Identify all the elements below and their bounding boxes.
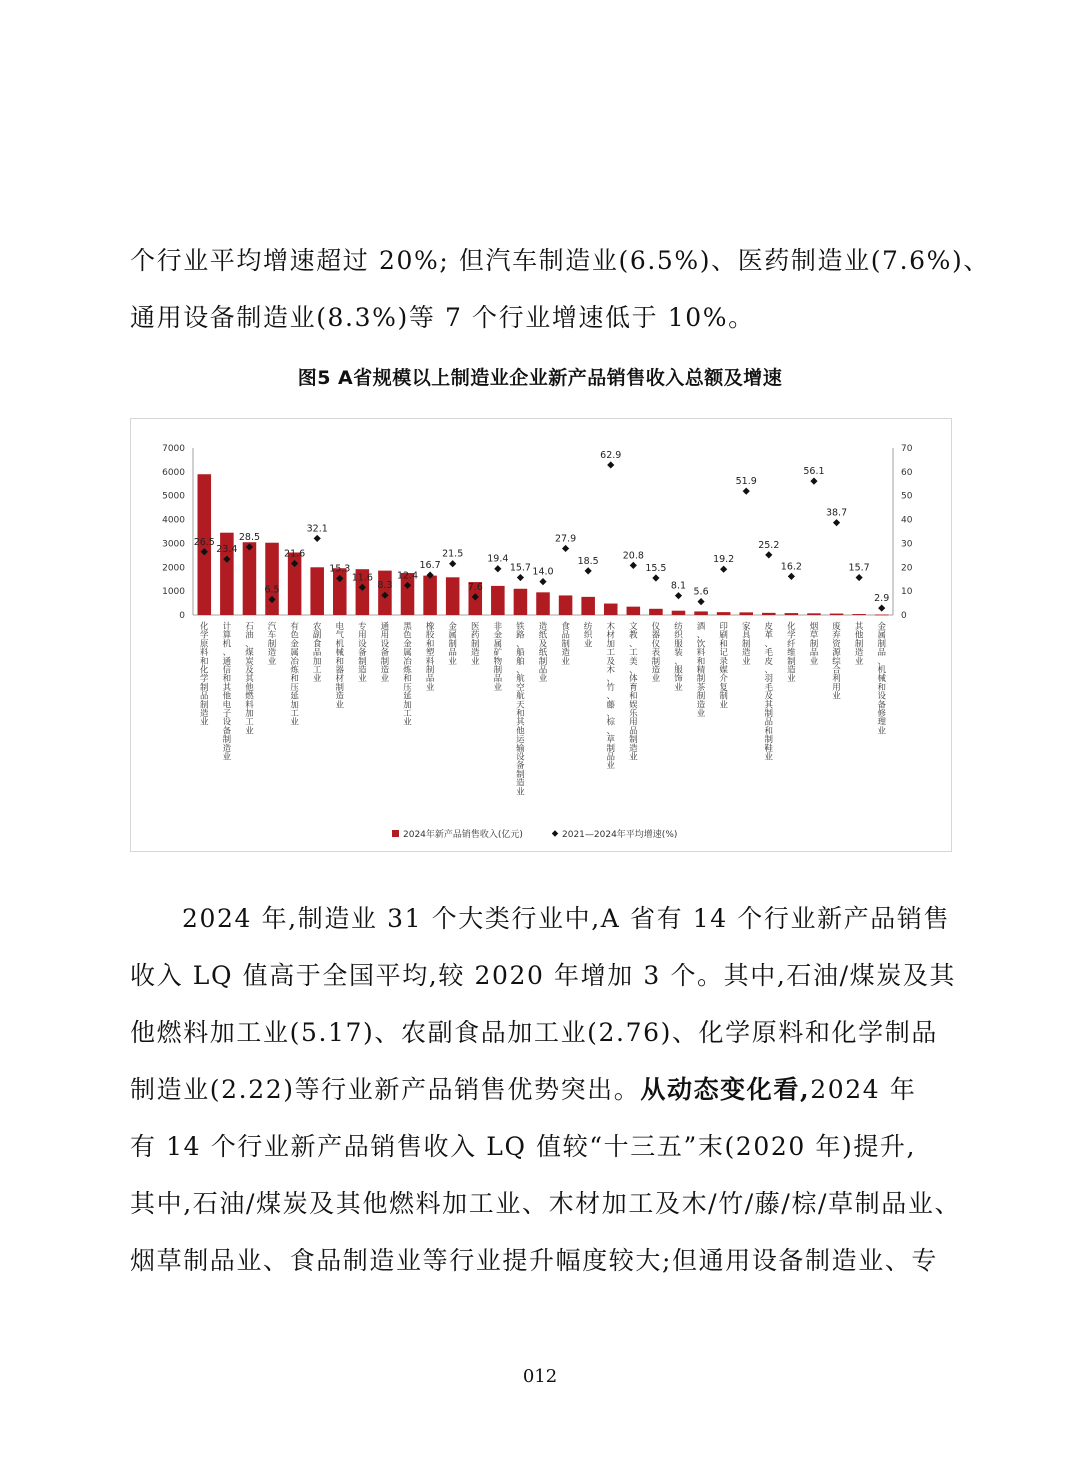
- growth-data-label: 32.1: [306, 523, 328, 535]
- growth-marker: [607, 461, 614, 468]
- paragraph-bottom-line: 他燃料加工业(5.17)、农副食品加工业(2.76)、化学原料和化学制品: [130, 1018, 938, 1047]
- bar: [875, 615, 889, 616]
- growth-marker: [675, 592, 682, 599]
- bar: [514, 589, 528, 615]
- growth-marker: [585, 567, 592, 574]
- x-category-label: 木材加工及木、竹、藤、棕、草制品业: [606, 622, 615, 772]
- x-category-label: 通用设备制造业: [380, 622, 390, 685]
- y-right-tick-label: 50: [901, 491, 913, 502]
- x-category-label: 皮革、毛皮、羽毛及其制品和制鞋业: [764, 622, 774, 763]
- legend-bar-label: 2024年新产品销售收入(亿元): [403, 830, 523, 840]
- bar: [717, 612, 731, 615]
- bar: [830, 614, 844, 615]
- y-right-tick-label: 20: [901, 563, 913, 574]
- growth-data-label: 8.3: [377, 580, 393, 592]
- paragraph-bottom-line: 有 14 个行业新产品销售收入 LQ 值较“十三五”末(2020 年)提升,: [130, 1132, 917, 1161]
- x-category-label: 汽车制造业: [267, 622, 277, 667]
- figure-title: 图5 A省规模以上制造业企业新产品销售收入总额及增速: [297, 367, 783, 389]
- growth-data-label: 20.8: [622, 550, 644, 562]
- growth-marker: [810, 478, 817, 485]
- x-category-label: 橡胶和塑料制品业: [425, 622, 435, 693]
- y-right-tick-label: 30: [901, 539, 913, 550]
- bar: [559, 595, 573, 615]
- y-left-tick-label: 2000: [162, 563, 185, 574]
- growth-data-label: 27.9: [555, 533, 577, 545]
- line4-bold-text: 从动态变化看,: [640, 1075, 811, 1104]
- growth-data-label: 18.5: [577, 555, 599, 567]
- paragraph-bottom-line: [130, 1061, 952, 1118]
- growth-marker: [517, 574, 524, 581]
- growth-marker: [720, 566, 727, 573]
- x-category-label: 化学纤维制造业: [787, 622, 796, 685]
- growth-marker: [856, 574, 863, 581]
- growth-data-label: 2.9: [874, 593, 890, 605]
- bar: [491, 586, 505, 615]
- bar: [627, 607, 641, 615]
- y-left-tick-label: 1000: [162, 587, 185, 598]
- bar: [536, 592, 550, 615]
- bar: [310, 567, 324, 615]
- y-right-tick-label: 70: [901, 444, 913, 454]
- growth-data-label: 15.7: [848, 562, 870, 574]
- x-category-label: 化学原料和化学制品制造业: [200, 622, 209, 728]
- y-right-tick-label: 0: [901, 611, 907, 621]
- x-category-label: 金属制品、机械和设备修理业: [877, 622, 886, 737]
- legend-marker-label: 2021—2024年平均增速(%): [562, 830, 678, 840]
- growth-data-label: 6.5: [264, 584, 280, 596]
- growth-marker: [494, 565, 501, 572]
- paragraph-bottom: [130, 890, 962, 1289]
- x-category-label: 专用设备制造业: [358, 622, 367, 685]
- growth-marker: [630, 562, 637, 569]
- growth-marker: [878, 604, 885, 611]
- x-category-label: 金属制品业: [448, 622, 457, 667]
- x-category-label: 黑色金属冶炼和压延加工业: [403, 622, 412, 728]
- x-category-label: 有色金属冶炼和压延加工业: [290, 622, 299, 728]
- growth-data-label: 51.9: [735, 476, 757, 488]
- growth-data-label: 8.1: [670, 580, 687, 592]
- growth-data-label: 19.2: [713, 554, 735, 566]
- y-right-tick-label: 40: [901, 515, 913, 526]
- bar: [762, 613, 776, 615]
- bar: [739, 612, 753, 615]
- paragraph-top: [130, 232, 990, 346]
- x-category-label: 其他制造业: [854, 622, 864, 667]
- paragraph-bottom-line: 收入 LQ 值高于全国平均,较 2020 年增加 3 个。其中,石油/煤炭及其: [130, 961, 957, 990]
- x-category-label: 废弃资源综合利用业: [832, 622, 841, 702]
- growth-data-label: 15.5: [645, 563, 667, 575]
- bar: [446, 577, 460, 615]
- growth-data-label: 56.1: [803, 466, 825, 478]
- y-left-tick-label: 3000: [162, 539, 185, 550]
- x-category-label: 食品制造业: [561, 622, 570, 667]
- chart-frame: [130, 418, 952, 852]
- page-number: 012: [522, 1366, 558, 1387]
- growth-marker: [652, 574, 659, 581]
- bar: [694, 611, 708, 615]
- y-right-tick-label: 10: [901, 587, 913, 598]
- bar-scatter-chart: [131, 419, 951, 851]
- growth-data-label: 19.4: [487, 553, 509, 565]
- y-left-tick-label: 7000: [162, 444, 185, 454]
- bar: [852, 614, 866, 615]
- growth-data-label: 14.0: [532, 566, 554, 578]
- x-category-label: 铁路、船舶、航空航天和其他运输设备制造业: [516, 622, 525, 798]
- growth-data-label: 15.7: [509, 562, 531, 574]
- growth-marker: [449, 560, 456, 567]
- growth-data-label: 28.5: [238, 532, 261, 544]
- bar: [604, 604, 618, 615]
- y-left-tick-label: 4000: [162, 515, 185, 526]
- bar: [672, 611, 686, 615]
- growth-marker: [788, 573, 795, 580]
- growth-marker: [562, 545, 569, 552]
- legend-marker-swatch: [552, 830, 558, 836]
- x-category-label: 石油、煤炭及其他燃料加工业: [245, 622, 254, 737]
- bar: [243, 542, 257, 615]
- growth-marker: [765, 551, 772, 558]
- bar: [581, 597, 595, 615]
- growth-data-label: 15.3: [329, 563, 351, 575]
- growth-data-label: 16.7: [419, 560, 441, 572]
- growth-data-label: 23.4: [216, 544, 238, 556]
- growth-marker: [314, 535, 321, 542]
- x-category-label: 纺织服装、服饰业: [674, 622, 683, 693]
- growth-data-label: 25.2: [758, 539, 780, 551]
- x-category-label: 酒、饮料和精制茶制造业: [696, 622, 706, 719]
- paragraph-top-line: 个行业平均增速超过 20%; 但汽车制造业(6.5%)、医药制造业(7.6%)、: [130, 246, 990, 275]
- x-category-label: 医药制造业: [471, 622, 480, 667]
- growth-data-label: 12.4: [396, 570, 419, 582]
- x-category-label: 家具制造业: [741, 622, 751, 667]
- x-category-label: 农副食品加工业: [312, 622, 322, 685]
- line4-normal-text: 制造业(2.22)等行业新产品销售优势突出。: [130, 1075, 641, 1104]
- y-right-tick-label: 60: [901, 467, 913, 478]
- paragraph-bottom-line: 烟草制品业、食品制造业等行业提升幅度较大;但通用设备制造业、专: [130, 1246, 939, 1275]
- x-category-label: 计算机、通信和其他电子设备制造业: [222, 622, 232, 763]
- bar: [785, 613, 799, 615]
- growth-data-label: 11.6: [351, 572, 373, 584]
- x-category-label: 仪器仪表制造业: [651, 622, 661, 685]
- growth-data-label: 26.5: [193, 536, 215, 548]
- x-category-label: 文教、工美、体育和娱乐用品制造业: [629, 622, 638, 763]
- bar: [265, 543, 279, 615]
- bar: [649, 609, 663, 615]
- paragraph-bottom-line: 其中,石油/煤炭及其他燃料加工业、木材加工及木/竹/藤/棕/草制品业、: [130, 1189, 962, 1218]
- growth-marker: [833, 519, 840, 526]
- growth-marker: [697, 598, 704, 605]
- paragraph-top-line: 通用设备制造业(8.3%)等 7 个行业增速低于 10%。: [130, 303, 755, 332]
- x-category-label: 电气机械和器材制造业: [335, 622, 345, 711]
- y-left-tick-label: 6000: [162, 467, 185, 478]
- y-left-tick-label: 5000: [162, 491, 185, 502]
- growth-data-label: 21.6: [284, 548, 306, 560]
- x-category-label: 烟草制品业: [809, 622, 819, 667]
- bar: [807, 613, 821, 615]
- paragraph-bottom-line: 2024 年,制造业 31 个大类行业中,A 省有 14 个行业新产品销售: [182, 904, 951, 933]
- line4-tail-text: 2024 年: [810, 1075, 917, 1104]
- growth-data-label: 21.5: [442, 548, 464, 560]
- growth-data-label: 62.9: [600, 449, 622, 461]
- legend-bar-swatch: [392, 830, 399, 837]
- x-category-label: 纺织业: [583, 622, 593, 650]
- growth-marker: [539, 578, 546, 585]
- x-category-label: 非金属矿物制品业: [493, 622, 503, 693]
- growth-marker: [743, 488, 750, 495]
- y-left-tick-label: 0: [179, 611, 185, 621]
- bar: [423, 576, 437, 615]
- growth-data-label: 16.2: [780, 561, 802, 573]
- growth-data-label: 7.6: [467, 581, 483, 593]
- x-category-label: 造纸及纸制品业: [538, 622, 548, 685]
- x-category-label: 印刷和记录媒介复制业: [719, 622, 728, 711]
- growth-data-label: 5.6: [693, 586, 709, 598]
- growth-data-label: 38.7: [825, 507, 848, 519]
